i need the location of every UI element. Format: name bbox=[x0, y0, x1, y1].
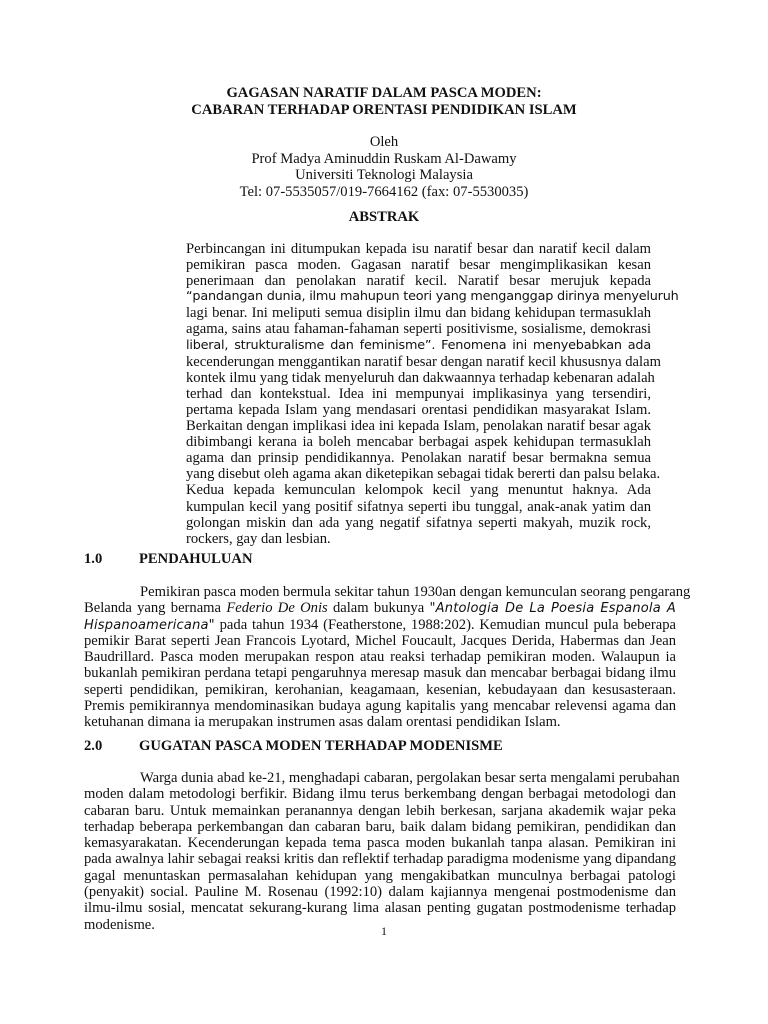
body-line bbox=[84, 617, 676, 633]
abstract-line: “pandangan dunia, ilmu mahupun teori yang menganggap dirinya menyeluruh bbox=[186, 289, 679, 305]
body-line: seperti pendidikan, pemikiran, kerohanian, keagamaan, kesenian, kebudayaan dan kesusasteraan. bbox=[84, 681, 676, 698]
body-line: ilmu-ilmu sosial, mencatat sekurang-kurang lima alasan penting gugatan postmodenisme terhadap bbox=[84, 900, 676, 917]
body-text-run: Belanda yang bernama bbox=[84, 600, 227, 617]
author-name: Prof Madya Aminuddin Ruskam Al-Dawamy bbox=[251, 150, 517, 167]
body-line: (penyakit) social. Pauline M. Rosenau (1992:10) dalam kajiannya mengenai postmodenisme dan bbox=[84, 884, 676, 901]
body-line: modenisme. bbox=[84, 916, 155, 933]
author-contact: Tel: 07-5535057/019-7664162 (fax: 07-5530035) bbox=[239, 183, 529, 200]
body-line: Premis pemikirannya mendominasikan budaya agung kapitalis yang mencabar relevensi agama dan bbox=[84, 698, 676, 715]
abstract-line: yang disebut oleh agama akan diketepikan sebagai tidak bererti dan palsu belaka. bbox=[186, 466, 661, 483]
abstract-line: Berkaitan dengan implikasi idea ini kepada Islam, penolakan naratif besar agak bbox=[186, 418, 651, 435]
body-text-run: pada tahun 1934 (Featherstone, 1988:202). Kemudian muncul pula beberapa bbox=[214, 616, 676, 633]
section-title: PENDAHULUAN bbox=[139, 551, 253, 567]
abstract-line: lagi benar. Ini meliputi semua disiplin ilmu dan bidang kehidupan termasuklah bbox=[186, 305, 651, 322]
section-heading-1 bbox=[84, 551, 253, 567]
abstract-line: Perbincangan ini ditumpukan kepada isu naratif besar dan naratif kecil dalam bbox=[186, 241, 651, 257]
abstract-heading: ABSTRAK bbox=[348, 209, 420, 225]
book-title-ref: Hispanoamericana" bbox=[84, 617, 215, 633]
section-2-body bbox=[84, 770, 680, 933]
abstract-line: pertama kepada Islam yang mendasari orentasi pendidikan masyarakat Islam. bbox=[186, 401, 651, 418]
section-heading-2 bbox=[84, 738, 503, 754]
title-line-2: CABARAN TERHADAP ORENTASI PENDIDIKAN ISLAM bbox=[191, 102, 577, 118]
author-name-ref: Federio De Onis bbox=[226, 600, 328, 617]
body-line: bukanlah pemikiran perdana tetapi pengaruhnya meresap masuk dan mencabar berbagai bidang ilmu bbox=[84, 665, 676, 682]
title-block bbox=[0, 85, 768, 119]
section-title: GUGATAN PASCA MODEN TERHADAP MODENISME bbox=[139, 738, 503, 754]
author-by: Oleh bbox=[369, 134, 399, 150]
abstract-line: dibimbangi kerana ia boleh mencabar berbagai aspek kehidupan termasuklah bbox=[186, 434, 651, 451]
body-line: Baudrillard. Pasca moden merupakan respon atau reaksi terhadap pemikiran moden. Walaupun ia bbox=[84, 649, 676, 666]
body-line: pada awalnya lahir sebagai reaksi kritis dan reflektif terhadap paradigma modenisme yang dipandang bbox=[84, 851, 676, 868]
abstract-line: golongan miskin dan ada yang negatif sifatnya seperti makyah, muzik rock, bbox=[186, 514, 651, 531]
body-line: gagal menuntaskan permasalahan kehidupan yang mengakibatkan munculnya berbagai patologi bbox=[84, 867, 676, 884]
body-line: Warga dunia abad ke-21, menghadapi cabaran, pergolakan besar serta mengalami perubahan bbox=[140, 770, 680, 786]
author-institution: Universiti Teknologi Malaysia bbox=[295, 167, 473, 183]
abstract-line: pemikiran pasca moden. Gagasan naratif besar mengimplikasikan kesan bbox=[186, 257, 651, 274]
section-1-body bbox=[84, 584, 691, 731]
body-line: Pemikiran pasca moden bermula sekitar tahun 1930an dengan kemunculan seorang pengarang bbox=[140, 584, 691, 600]
abstract-paragraph bbox=[186, 241, 679, 547]
abstract-line: kumpulan kecil yang positif sifatnya seperti ibu tunggal, anak-anak yatim dan bbox=[186, 498, 651, 515]
section-number: 1.0 bbox=[84, 551, 103, 567]
body-line: moden dalam metodologi berfikir. Bidang ilmu terus berkembang dengan berbagai metodologi dan bbox=[84, 786, 676, 803]
abstract-line: Kedua kepada kemunculan kelompok kecil yang menuntut haknya. Ada bbox=[186, 482, 651, 499]
abstract-line: kecenderungan menggantikan naratif besar dengan naratif kecil khususnya dalam bbox=[186, 353, 661, 370]
book-title-ref: "Antologia De La Poesia Espanola A bbox=[429, 601, 676, 617]
body-text-run: dalam bukunya bbox=[327, 600, 430, 617]
author-block bbox=[0, 134, 768, 200]
title-line-1: GAGASAN NARATIF DALAM PASCA MODEN: bbox=[226, 85, 542, 101]
section-number: 2.0 bbox=[84, 738, 103, 754]
body-line: terhadap beberapa perkembangan dan cabaran baru, baik dalam bidang pemikiran, pendidikan dan bbox=[84, 818, 676, 835]
body-line: pemikir Barat seperti Jean Francois Lyotard, Michel Foucault, Jacques Derida, Habermas dan Jean bbox=[84, 632, 676, 649]
body-line: cabaran baru. Untuk memainkan peranannya dengan lebih berkesan, sarjana akademik wajar peka bbox=[84, 802, 676, 819]
abstract-line: rockers, gay dan lesbian. bbox=[186, 530, 331, 547]
body-line: ketuhanan dimana ia merupakan instrumen asas dalam orentasi pendidikan Islam. bbox=[84, 714, 561, 731]
body-line bbox=[84, 600, 676, 616]
abstract-line: agama dan prinsip pendidikannya. Penolakan naratif besar bermakna semua bbox=[186, 450, 651, 467]
abstract-line: terhad dan kontekstual. Idea ini mempunyai implikasinya yang tersendiri, bbox=[186, 385, 651, 402]
abstract-line: kontek ilmu yang tidak menyeluruh dan dakwaannya terhadap kebenaran adalah bbox=[186, 369, 655, 386]
abstract-line: agama, sains atau fahaman-fahaman seperti positivisme, sosialisme, demokrasi bbox=[186, 321, 651, 338]
body-line: kemasyarakatan. Kecenderungan kepada tema pasca moden bukanlah tanpa alasan. Pemikiran ini bbox=[84, 835, 676, 852]
page-number: 1 bbox=[381, 924, 387, 938]
abstract-line: penerimaan dan penolakan naratif kecil. Naratif besar merujuk kepada bbox=[186, 273, 651, 290]
abstract-line: liberal, strukturalisme dan feminisme”. Fenomena ini menyebabkan ada bbox=[186, 337, 651, 353]
